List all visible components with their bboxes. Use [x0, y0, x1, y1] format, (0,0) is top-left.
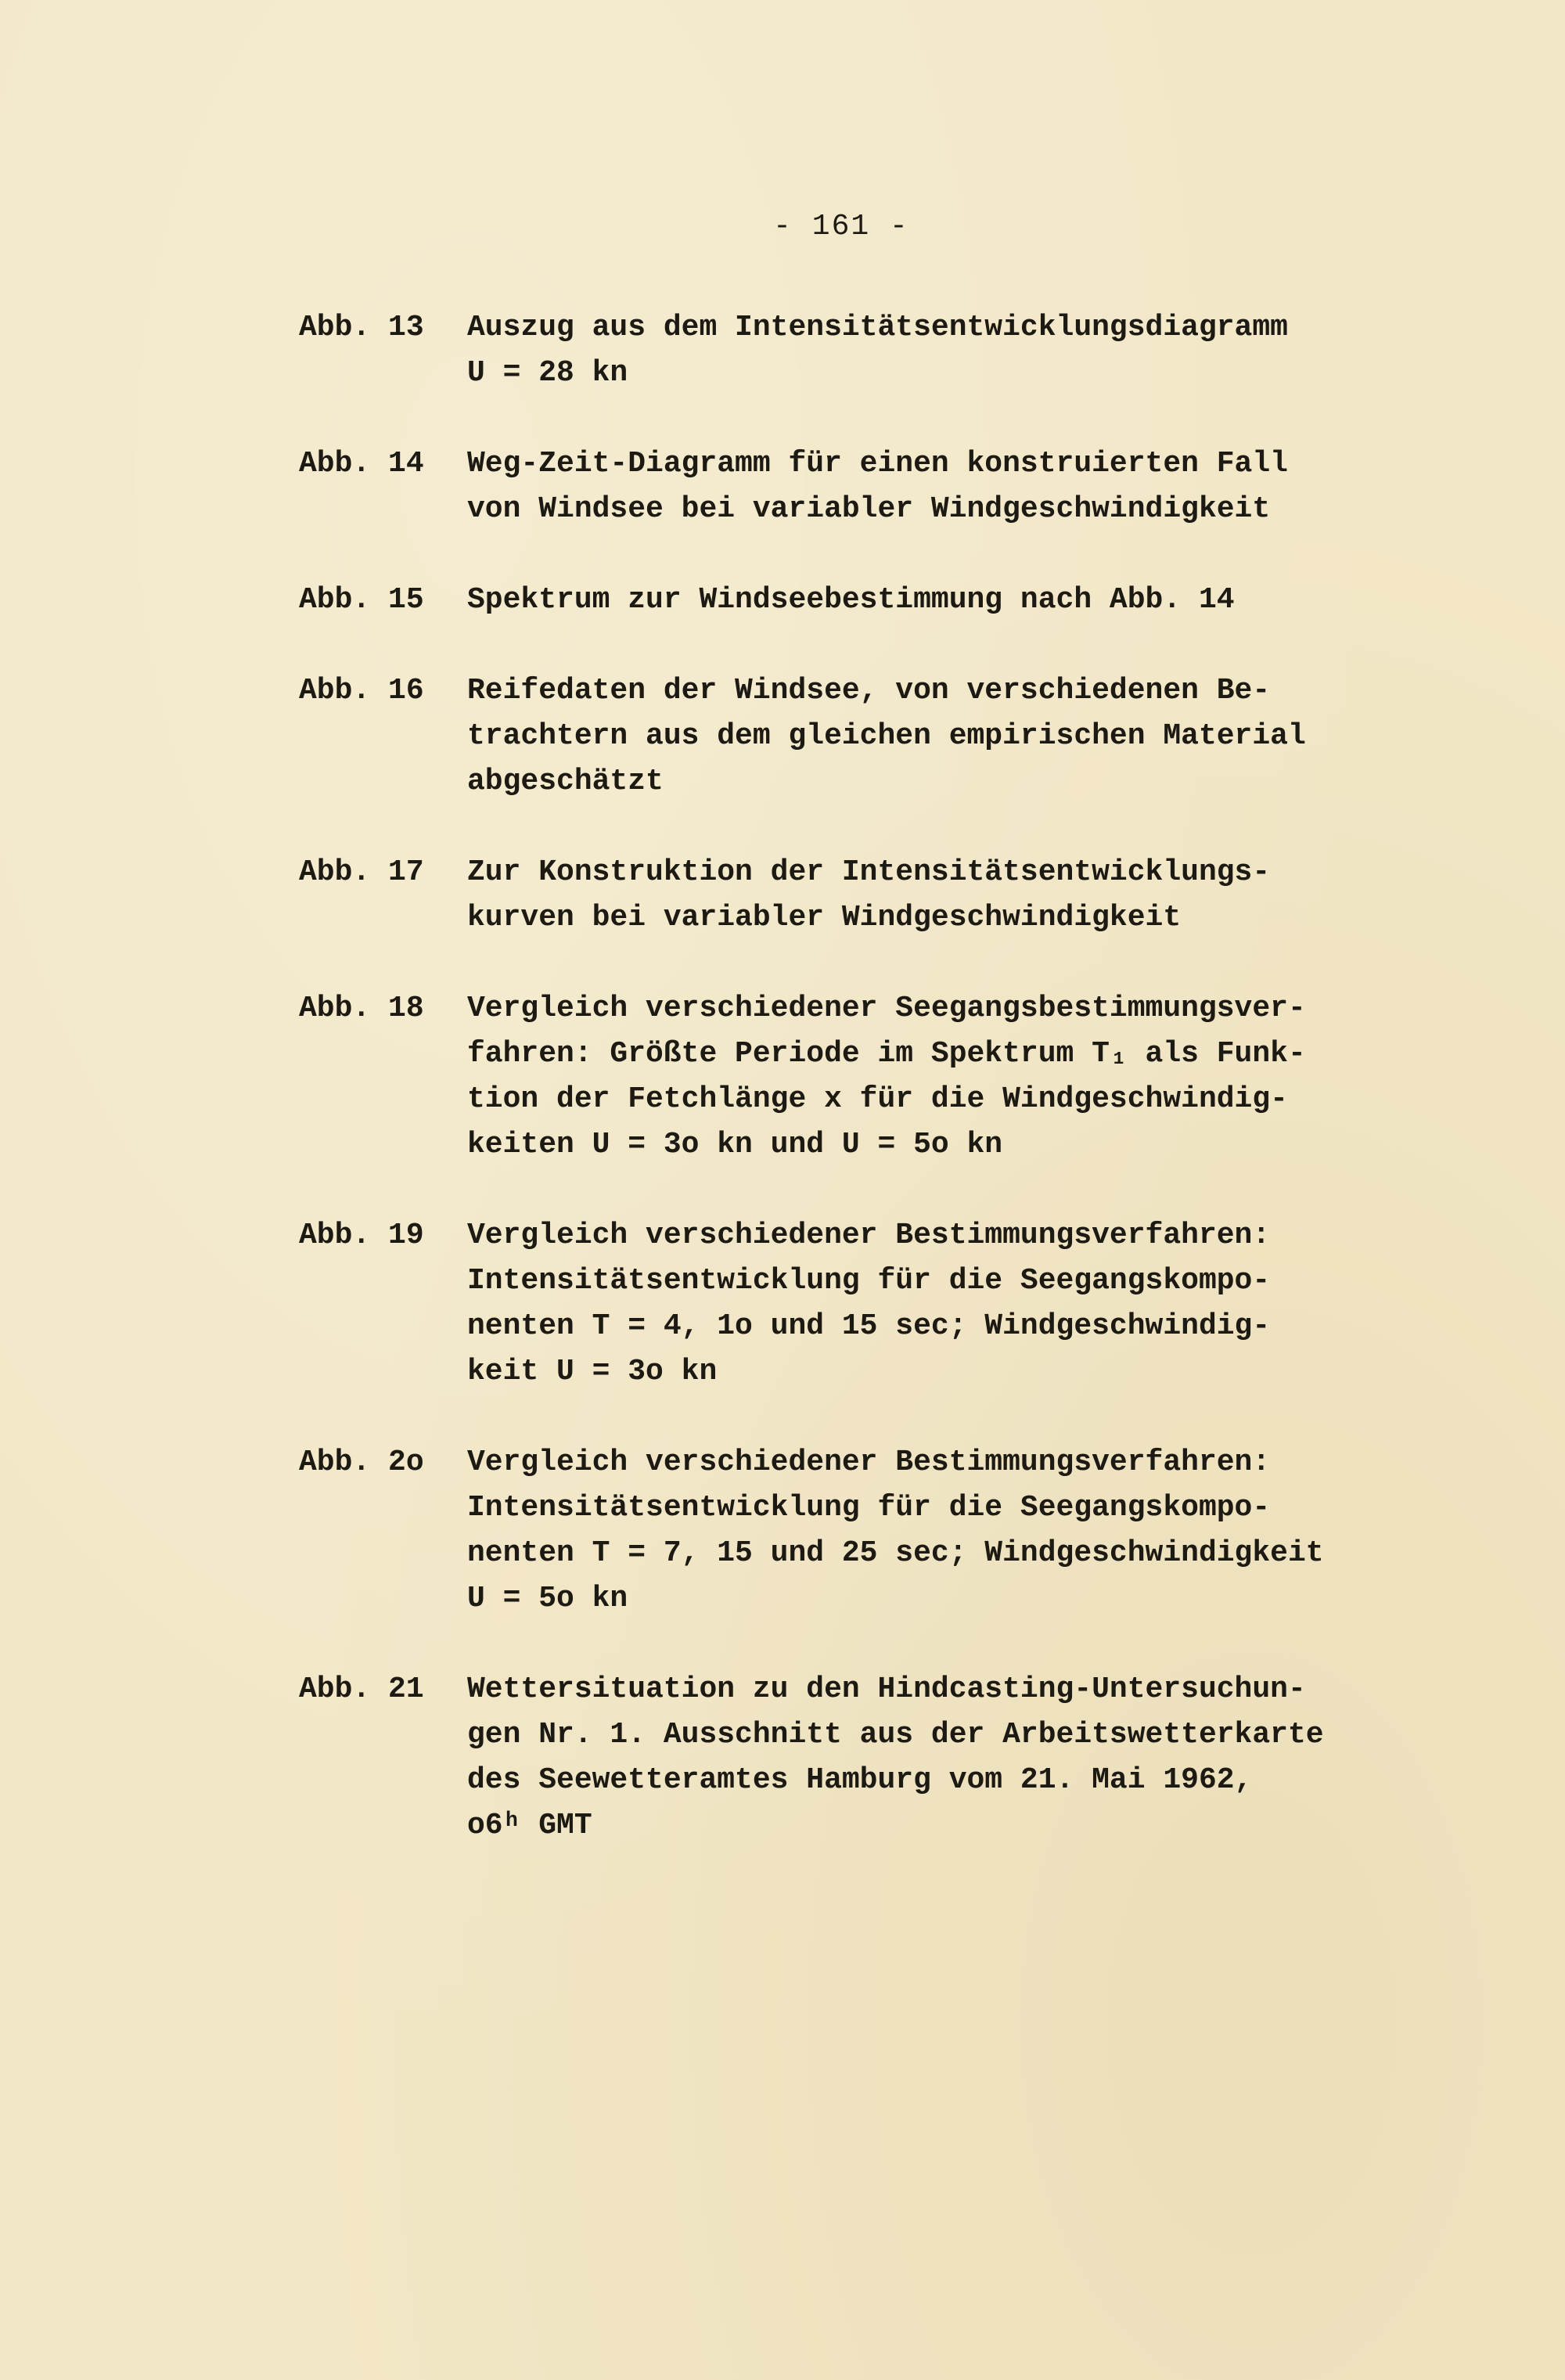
caption-line: trachtern aus dem gleichen empirischen Material: [467, 719, 1306, 753]
figure-caption: [299, 578, 1434, 623]
caption-label: Abb. 13: [299, 311, 424, 344]
caption-line: keit U = 3o kn: [467, 1355, 718, 1388]
figure-caption: [299, 441, 1434, 532]
caption-line: Auszug aus dem Intensitätsentwicklungsdiagramm: [467, 311, 1288, 344]
caption-line: nenten T = 4, 1o und 15 sec; Windgeschwindig-: [467, 1309, 1271, 1343]
caption-text: [467, 850, 1434, 941]
figure-caption-list: [299, 305, 1434, 1849]
caption-text: [467, 441, 1434, 532]
caption-text: [467, 305, 1434, 396]
caption-label: Abb. 16: [299, 674, 424, 708]
caption-line: Wettersituation zu den Hindcasting-Untersuchun-: [467, 1672, 1306, 1706]
caption-text: [467, 578, 1434, 623]
caption-label: Abb. 15: [299, 583, 424, 617]
figure-caption: [299, 305, 1434, 396]
caption-line: Intensitätsentwicklung für die Seegangskompo-: [467, 1264, 1271, 1298]
caption-line: Intensitätsentwicklung für die Seegangskompo-: [467, 1491, 1271, 1525]
caption-line: Vergleich verschiedener Bestimmungsverfahren:: [467, 1219, 1271, 1252]
page-number: - 161 -: [773, 210, 909, 243]
caption-line: gen Nr. 1. Ausschnitt aus der Arbeitswetterkarte: [467, 1718, 1324, 1752]
caption-label: Abb. 14: [299, 447, 424, 481]
caption-line: Zur Konstruktion der Intensitätsentwicklungs-: [467, 855, 1271, 889]
caption-line: nenten T = 7, 15 und 25 sec; Windgeschwindigkeit: [467, 1536, 1324, 1570]
caption-line: des Seewetteramtes Hamburg vom 21. Mai 1962,: [467, 1763, 1253, 1797]
caption-line: Spektrum zur Windseebestimmung nach Abb. 14: [467, 583, 1235, 617]
caption-label: Abb. 18: [299, 992, 424, 1025]
caption-line: U = 28 kn: [467, 356, 628, 390]
caption-text: [467, 1213, 1434, 1395]
caption-text: [467, 986, 1434, 1168]
figure-caption: [299, 1440, 1434, 1622]
caption-line: U = 5o kn: [467, 1582, 628, 1615]
caption-text: [467, 1667, 1434, 1849]
caption-label: Abb. 2o: [299, 1446, 424, 1479]
caption-label: Abb. 19: [299, 1219, 424, 1252]
caption-line: von Windsee bei variabler Windgeschwindigkeit: [467, 492, 1271, 526]
caption-text: [467, 668, 1434, 805]
caption-text: [467, 1440, 1434, 1622]
caption-line: Vergleich verschiedener Bestimmungsverfahren:: [467, 1446, 1271, 1479]
caption-line: o6ʰ GMT: [467, 1809, 592, 1842]
figure-caption: [299, 668, 1434, 805]
figure-caption: [299, 1213, 1434, 1395]
figure-caption: [299, 1667, 1434, 1849]
caption-line: abgeschätzt: [467, 765, 664, 798]
caption-label: Abb. 17: [299, 855, 424, 889]
caption-line: keiten U = 3o kn und U = 5o kn: [467, 1128, 1003, 1161]
figure-caption: [299, 850, 1434, 941]
caption-line: tion der Fetchlänge x für die Windgeschwindig-: [467, 1082, 1288, 1116]
caption-line: Vergleich verschiedener Seegangsbestimmungsver-: [467, 992, 1306, 1025]
caption-line: kurven bei variabler Windgeschwindigkeit: [467, 901, 1182, 934]
caption-line: Reifedaten der Windsee, von verschiedenen Be-: [467, 674, 1271, 708]
caption-line: fahren: Größte Periode im Spektrum T₁ als Funk-: [467, 1037, 1306, 1071]
caption-label: Abb. 21: [299, 1672, 424, 1706]
caption-line: Weg-Zeit-Diagramm für einen konstruierten Fall: [467, 447, 1288, 481]
figure-caption: [299, 986, 1434, 1168]
